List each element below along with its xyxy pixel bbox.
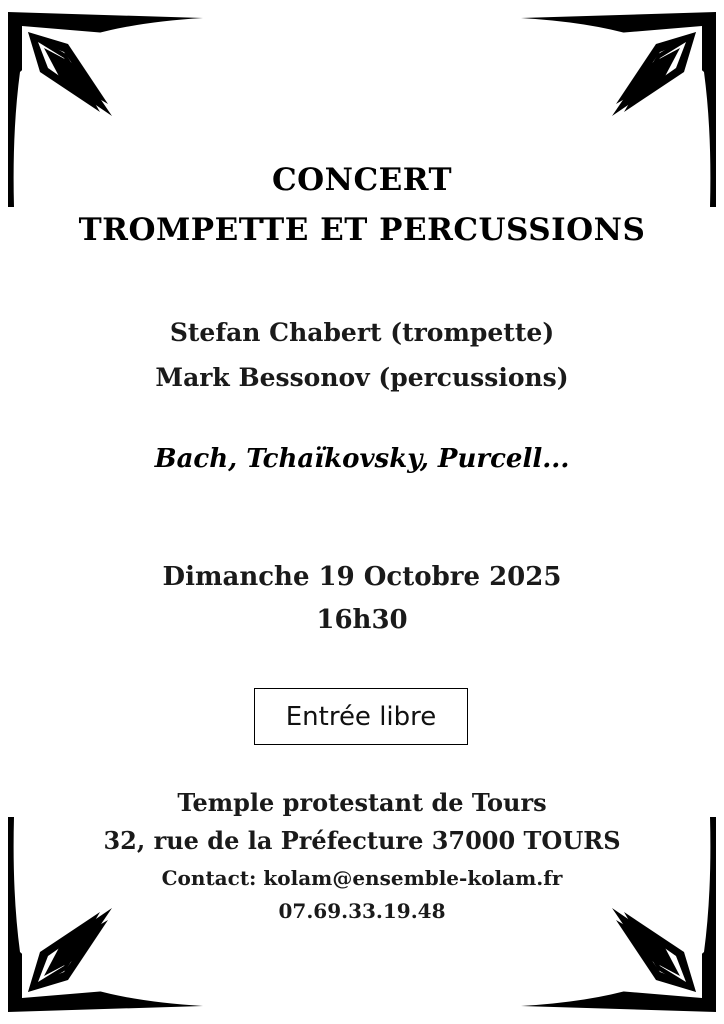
free-entry-label: Entrée libre xyxy=(285,701,437,732)
concert-time: 16h30 xyxy=(316,605,408,635)
contact-phone: 07.69.33.19.48 xyxy=(278,899,446,923)
concert-date: Dimanche 19 Octobre 2025 xyxy=(162,562,562,592)
poster-title-line-2: TROMPETTE ET PERCUSSIONS xyxy=(78,212,646,248)
contact-email: Contact: kolam@ensemble-kolam.fr xyxy=(161,866,563,890)
free-entry-badge xyxy=(254,688,468,745)
performer-percussion: Mark Bessonov (percussions) xyxy=(155,363,569,392)
composers-list: Bach, Tchaïkovsky, Purcell... xyxy=(154,444,570,474)
venue-name: Temple protestant de Tours xyxy=(177,788,547,817)
venue-address: 32, rue de la Préfecture 37000 TOURS xyxy=(103,826,621,855)
performer-trumpet: Stefan Chabert (trompette) xyxy=(169,318,555,347)
poster-title-line-1: CONCERT xyxy=(271,162,453,198)
